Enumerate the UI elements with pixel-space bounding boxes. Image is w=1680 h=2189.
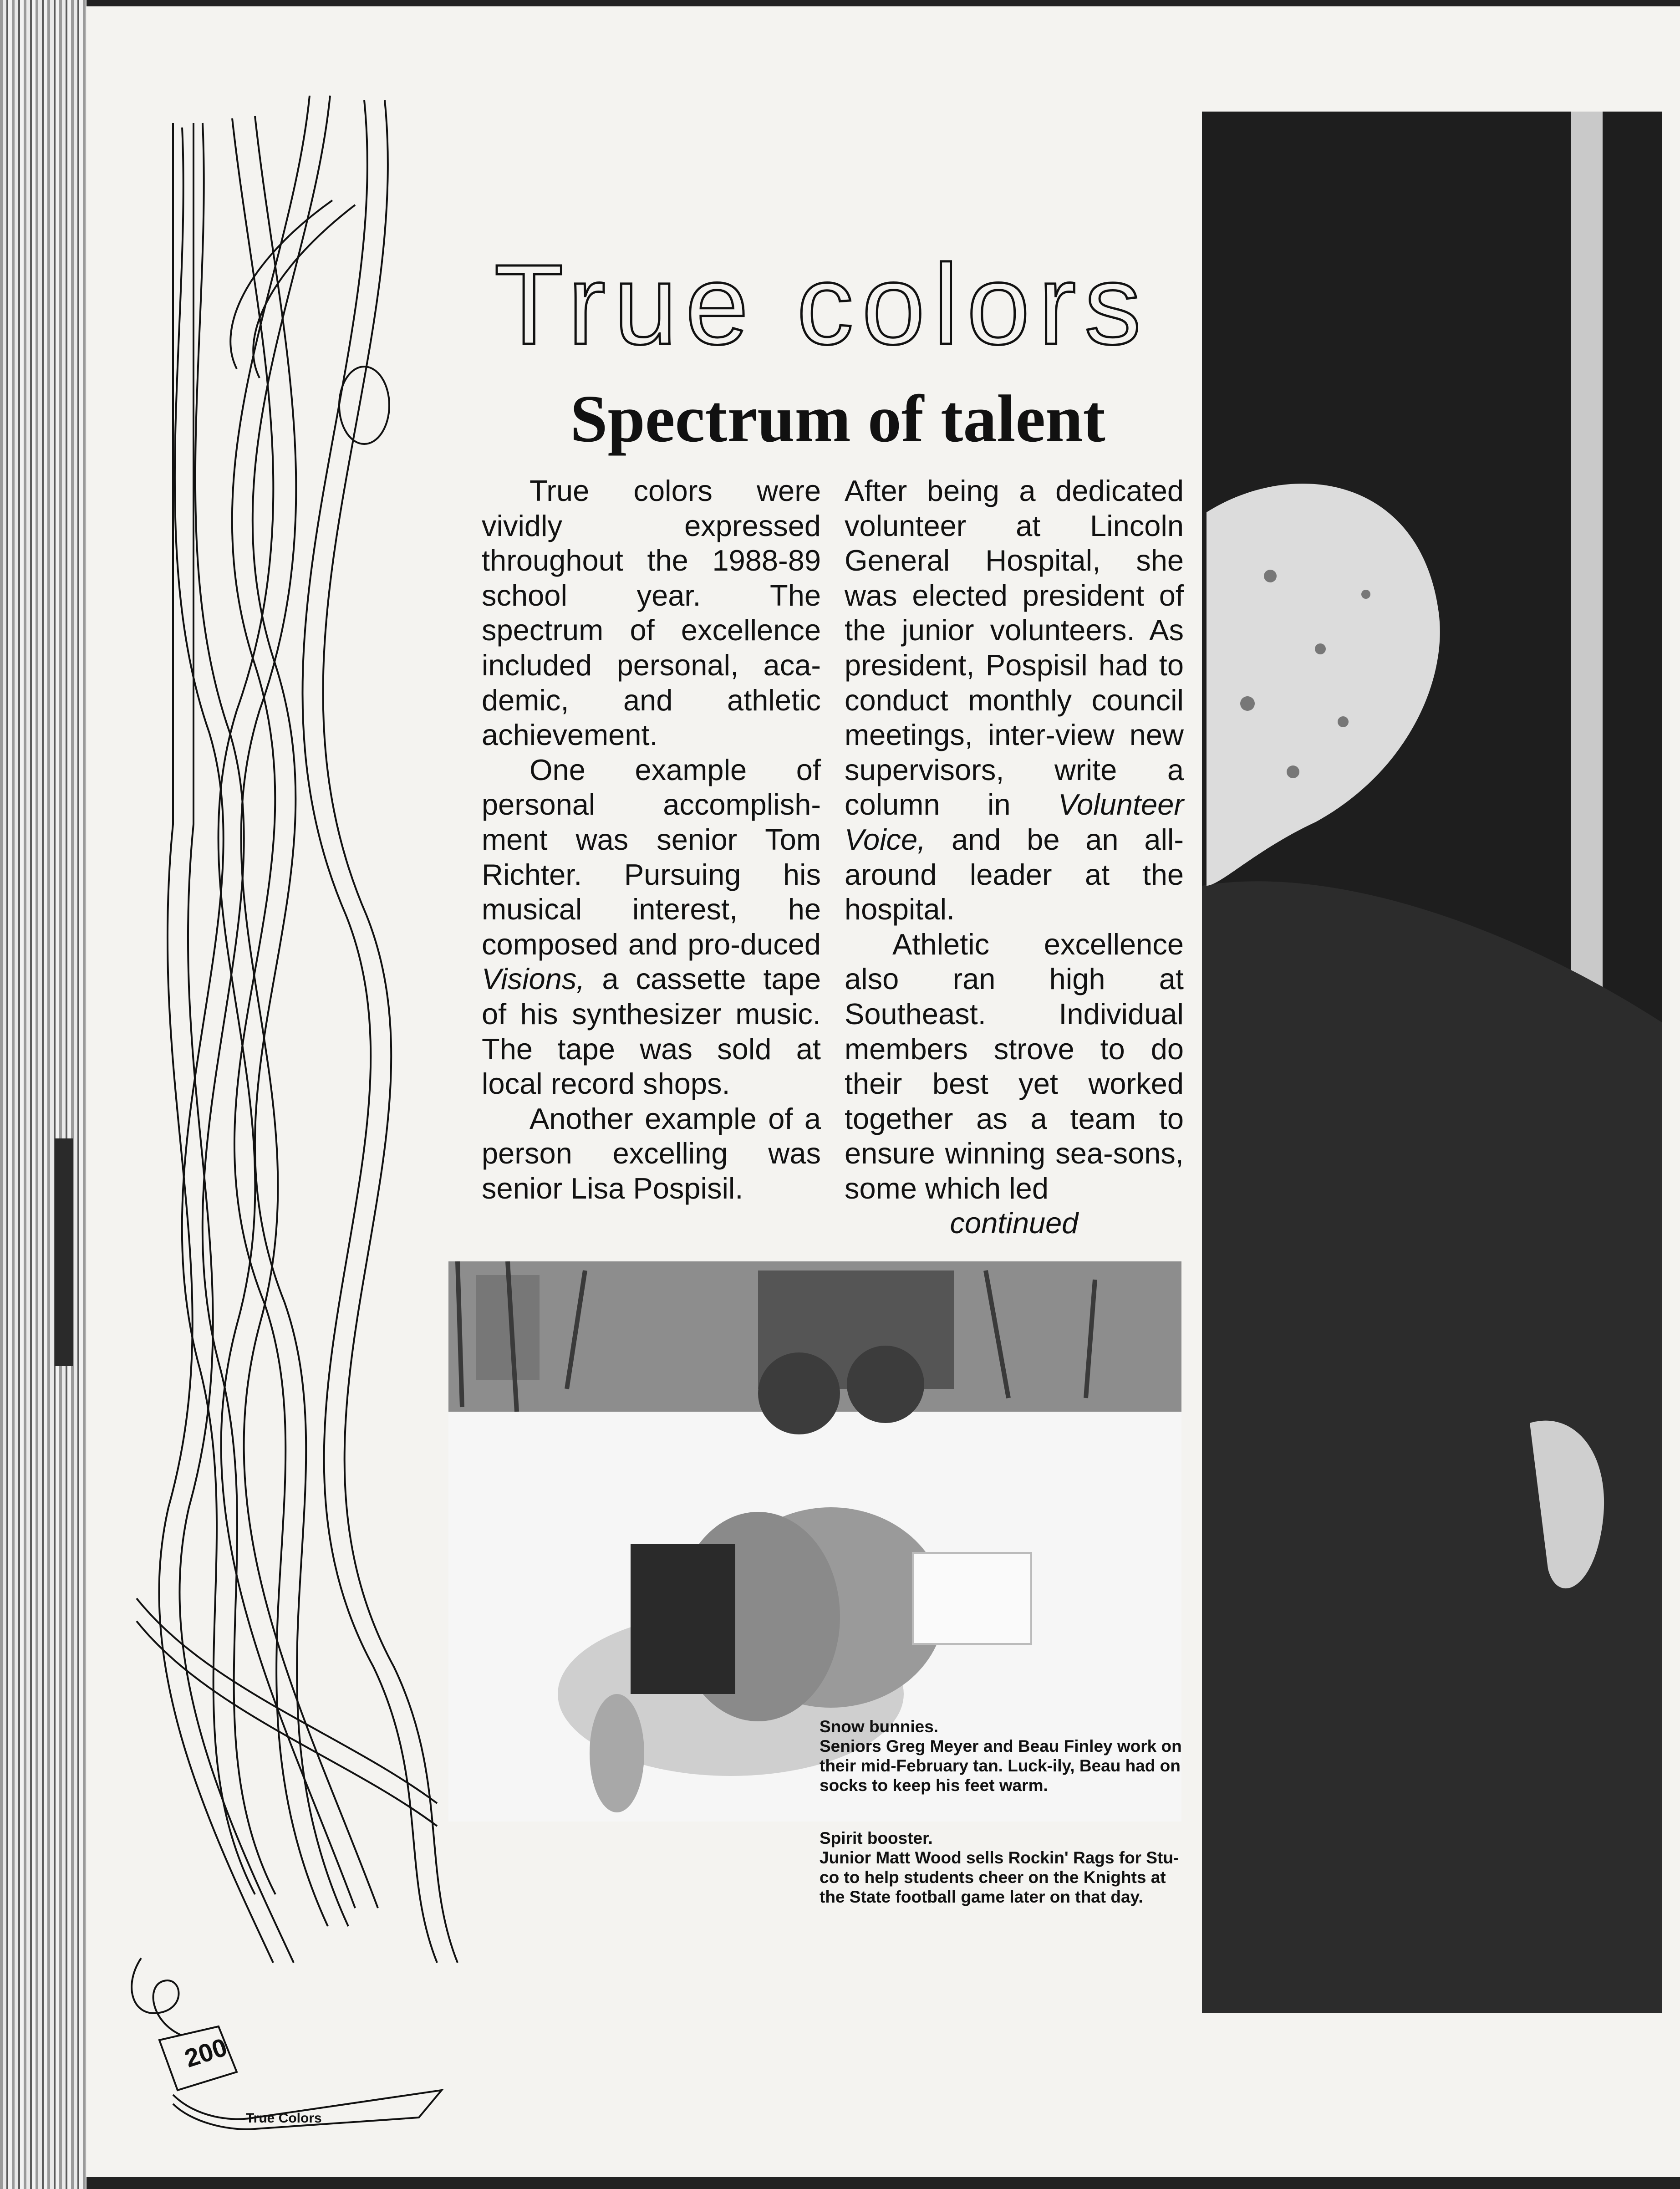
caption-text: Junior Matt Wood sells Rockin' Rags for Stu-co to help students cheer on the Knights at the State football game later on that day. bbox=[820, 1848, 1179, 1906]
binding-shadow bbox=[55, 1138, 73, 1366]
caption-title: Snow bunnies. bbox=[820, 1717, 939, 1736]
photo-caption bbox=[820, 1828, 1184, 1907]
publication-title: Volunteer Voice, bbox=[845, 788, 1184, 856]
continued-marker: continued bbox=[950, 1206, 1079, 1240]
page-subtitle: Spectrum of talent bbox=[570, 382, 1105, 456]
bottom-border bbox=[87, 2177, 1680, 2189]
paragraph: True colors were vividly expressed throughout the 1988-89 school year. The spectrum of excellence included personal, aca-demic, and athletic achievement. bbox=[482, 474, 821, 752]
paragraph bbox=[845, 474, 1184, 927]
page-binding-edge bbox=[0, 0, 87, 2189]
article-column-right bbox=[845, 474, 1184, 1241]
photo-caption bbox=[820, 1717, 1184, 1795]
caption-title: Spirit booster. bbox=[820, 1829, 933, 1847]
page-number: 200 bbox=[181, 2032, 231, 2073]
article-column-left bbox=[482, 474, 821, 1206]
text-run: a cassette tape of his synthesizer music. The tape was sold at local record shops. bbox=[482, 962, 821, 1101]
ribbon-streamer-illustration bbox=[118, 50, 464, 2045]
top-border bbox=[87, 0, 1680, 6]
paragraph: Another example of a person excelling was senior Lisa Pospisil. bbox=[482, 1102, 821, 1205]
svg-text:True colors: True colors bbox=[494, 248, 1150, 367]
album-title: Visions, bbox=[482, 962, 585, 996]
paragraph: Athletic excellence also ran high at Southeast. Individual members strove to do their best yet worked together as a team to ensure winning sea-sons, some which led bbox=[845, 927, 1184, 1205]
paragraph bbox=[482, 753, 821, 1102]
text-run: and be an all-around leader at the hospital. bbox=[845, 822, 1184, 926]
text-run: One example of personal accomplish-ment was senior Tom Richter. Pursuing his musical interest, he composed and pro-duced bbox=[482, 753, 821, 961]
section-label: True Colors bbox=[246, 2111, 322, 2126]
text-run: After being a dedicated volunteer at Lincoln General Hospital, she was elected president of the junior volunteers. As president, Pospisil had to conduct monthly council meetings, inter-view new supervisors, write a column in bbox=[845, 474, 1184, 822]
caption-text: Seniors Greg Meyer and Beau Finley work on their mid-February tan. Luck-ily, Beau had on socks to keep his feet warm. bbox=[820, 1737, 1182, 1795]
spirit-booster-photo bbox=[1202, 112, 1662, 2013]
page-title bbox=[448, 248, 1195, 367]
